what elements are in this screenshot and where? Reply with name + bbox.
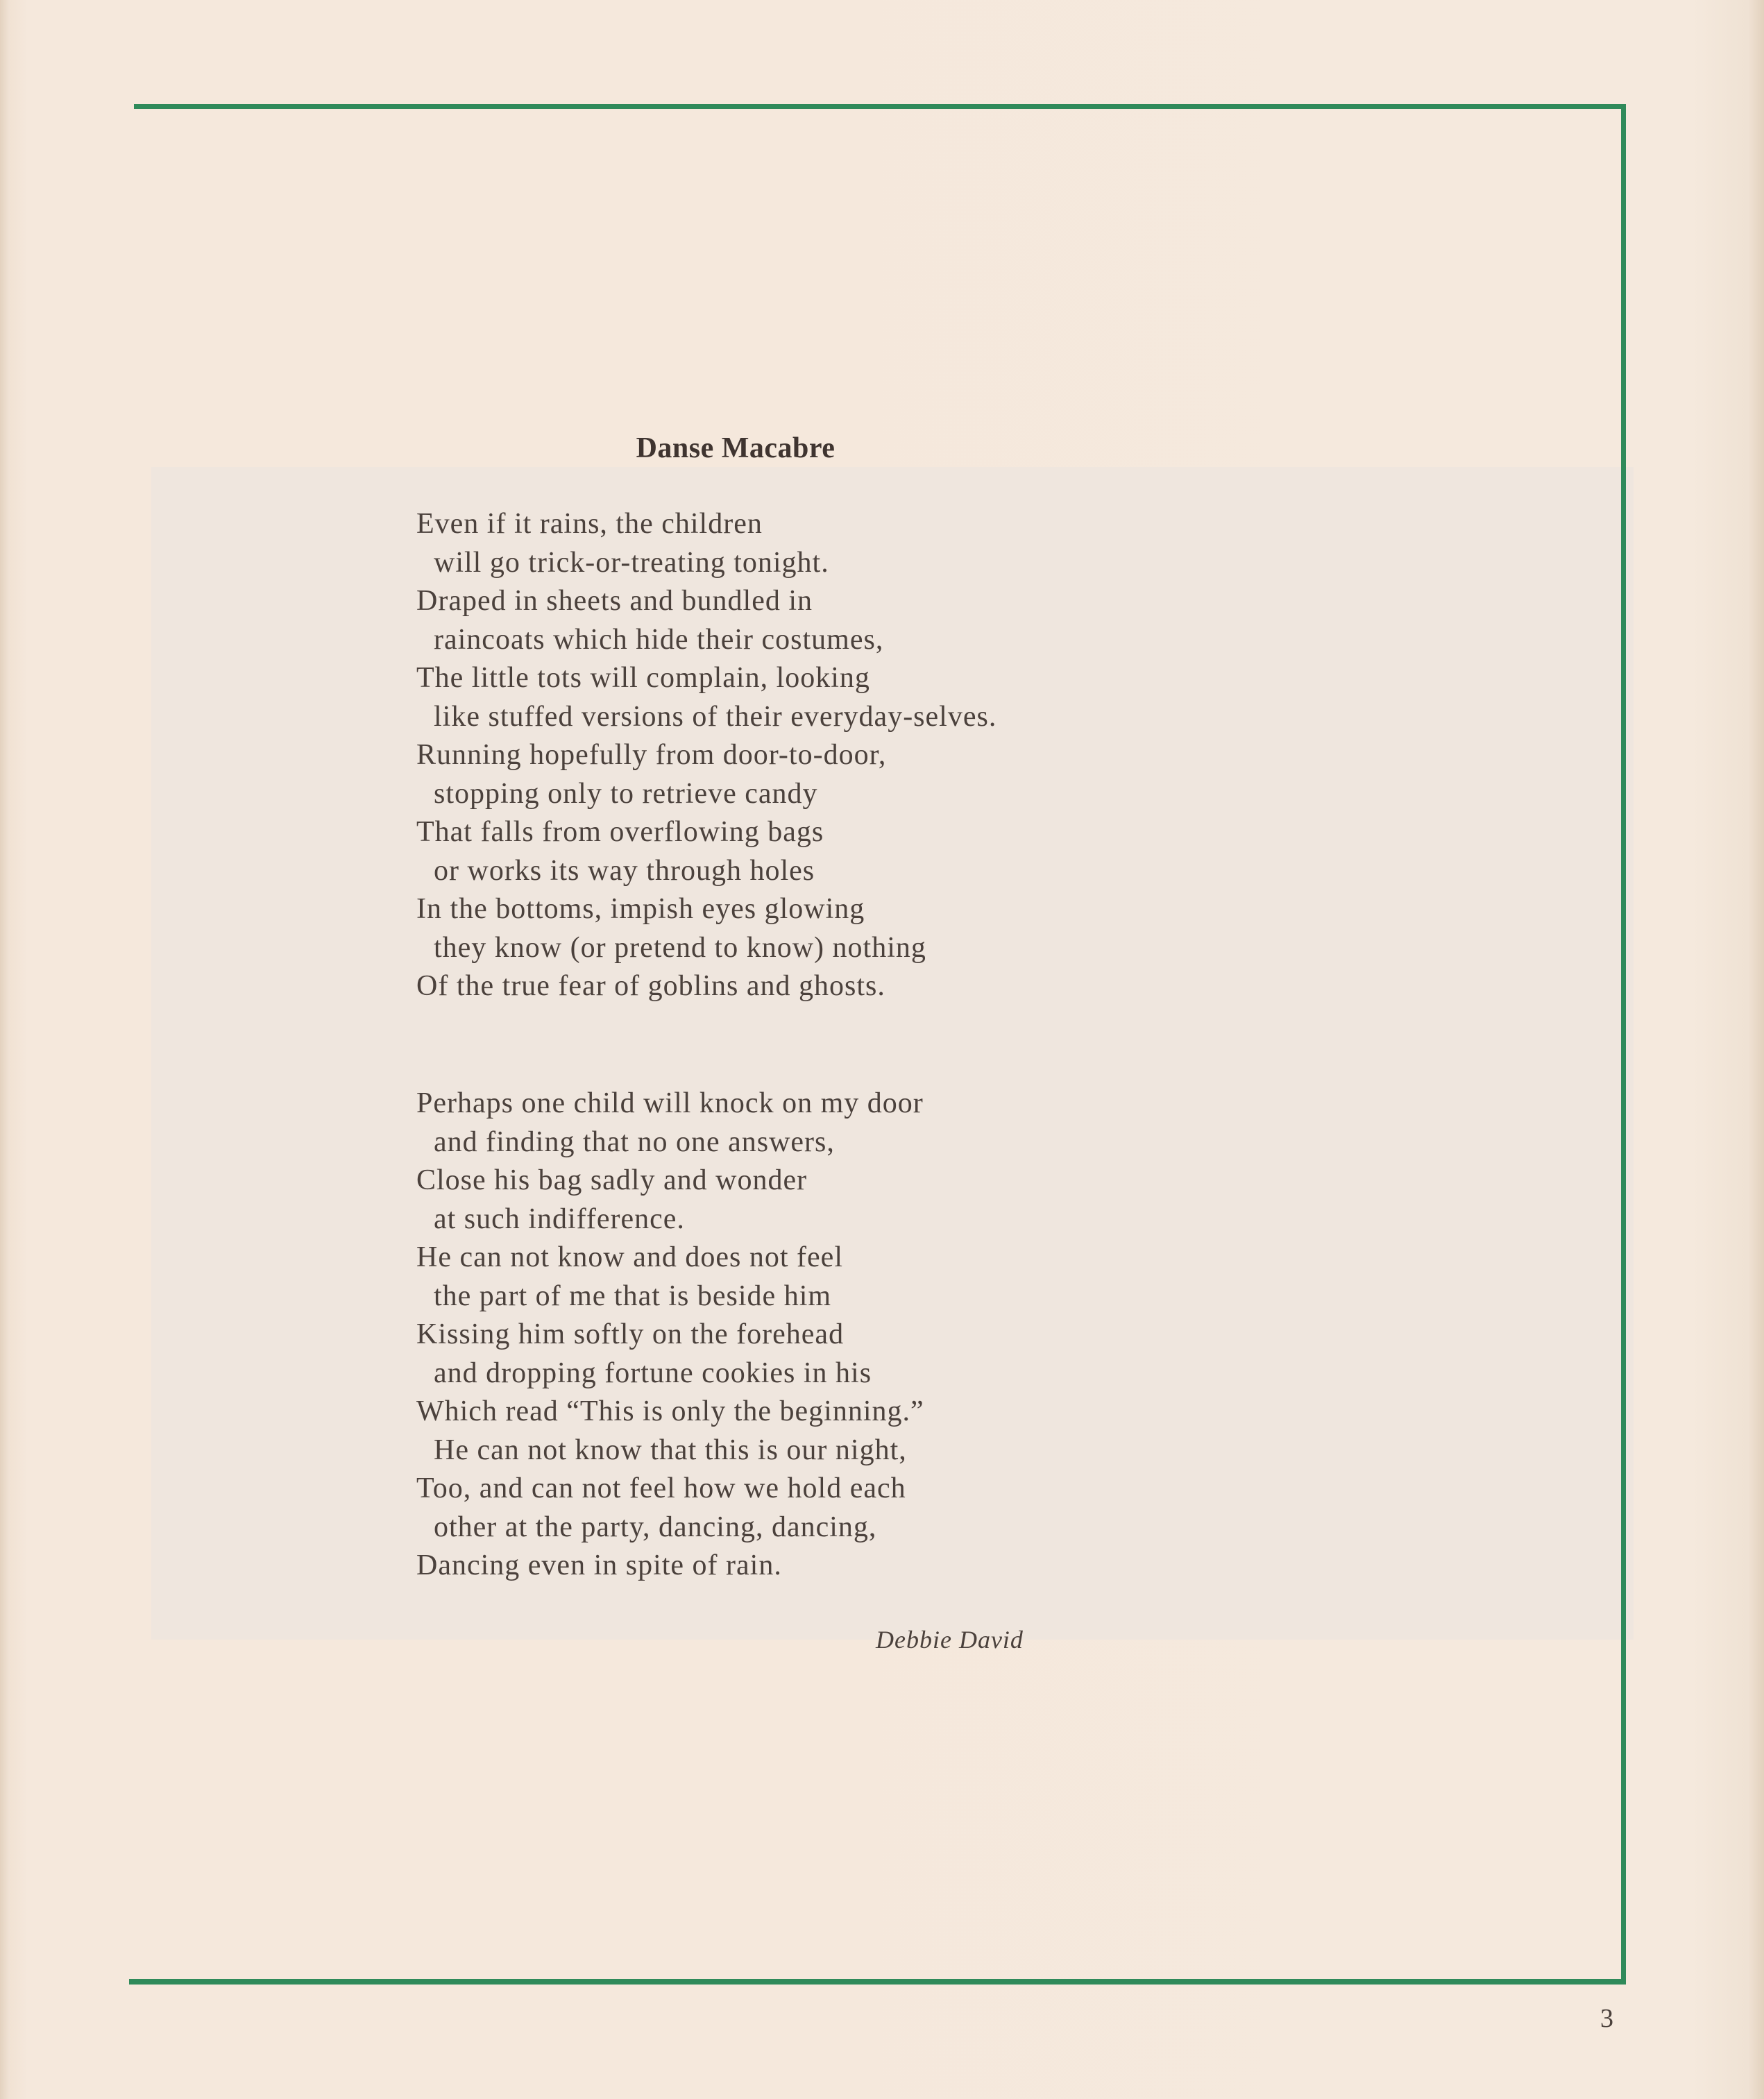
poem-line: and dropping fortune cookies in his <box>434 1357 872 1389</box>
poem-line: He can not know that this is our night, <box>434 1434 907 1466</box>
poem-line: Close his bag sadly and wonder <box>416 1164 808 1196</box>
page-edge <box>1749 0 1764 2099</box>
poem-line: Even if it rains, the children <box>416 508 763 540</box>
poem-line: stopping only to retrieve candy <box>434 777 818 810</box>
stanza-1 <box>416 505 1596 1006</box>
poem-line: Too, and can not feel how we hold each <box>416 1472 906 1504</box>
poem-line: Running hopefully from door-to-door, <box>416 739 887 771</box>
poem-line: In the bottoms, impish eyes glowing <box>416 893 865 925</box>
author-byline: Debbie David <box>876 1626 1024 1654</box>
poem-line: or works its way through holes <box>434 854 815 887</box>
border-rule-top <box>134 104 1626 109</box>
border-rule-bottom <box>129 1979 1626 1985</box>
poem-line: other at the party, dancing, dancing, <box>434 1511 877 1543</box>
poem-line: raincoats which hide their costumes, <box>434 623 884 656</box>
poem-title: Danse Macabre <box>636 432 836 464</box>
poem-line: at such indifference. <box>434 1203 685 1235</box>
poem-line: and finding that no one answers, <box>434 1125 835 1158</box>
poem-line: they know (or pretend to know) nothing <box>434 931 926 964</box>
border-rule-right <box>1621 105 1626 1985</box>
poem-line: Of the true fear of goblins and ghosts. <box>416 970 885 1002</box>
poem-line: the part of me that is beside him <box>434 1280 832 1312</box>
poem-line: Draped in sheets and bundled in <box>416 585 813 617</box>
poem-line: He can not know and does not feel <box>416 1241 843 1273</box>
poem-line: Dancing even in spite of rain. <box>416 1549 782 1581</box>
page-number: 3 <box>1600 2004 1613 2033</box>
poem-line: Perhaps one child will knock on my door <box>416 1087 924 1119</box>
stanza-2 <box>416 1085 1596 1586</box>
poem-line: Which read “This is only the beginning.” <box>416 1395 924 1427</box>
poem-line: will go trick-or-treating tonight. <box>434 546 829 579</box>
binding-edge <box>0 0 10 2099</box>
poem-line: Kissing him softly on the forehead <box>416 1318 845 1350</box>
poem-line: like stuffed versions of their everyday-selves. <box>434 700 997 733</box>
poem-line: That falls from overflowing bags <box>416 816 824 848</box>
poem-line: The little tots will complain, looking <box>416 662 870 694</box>
